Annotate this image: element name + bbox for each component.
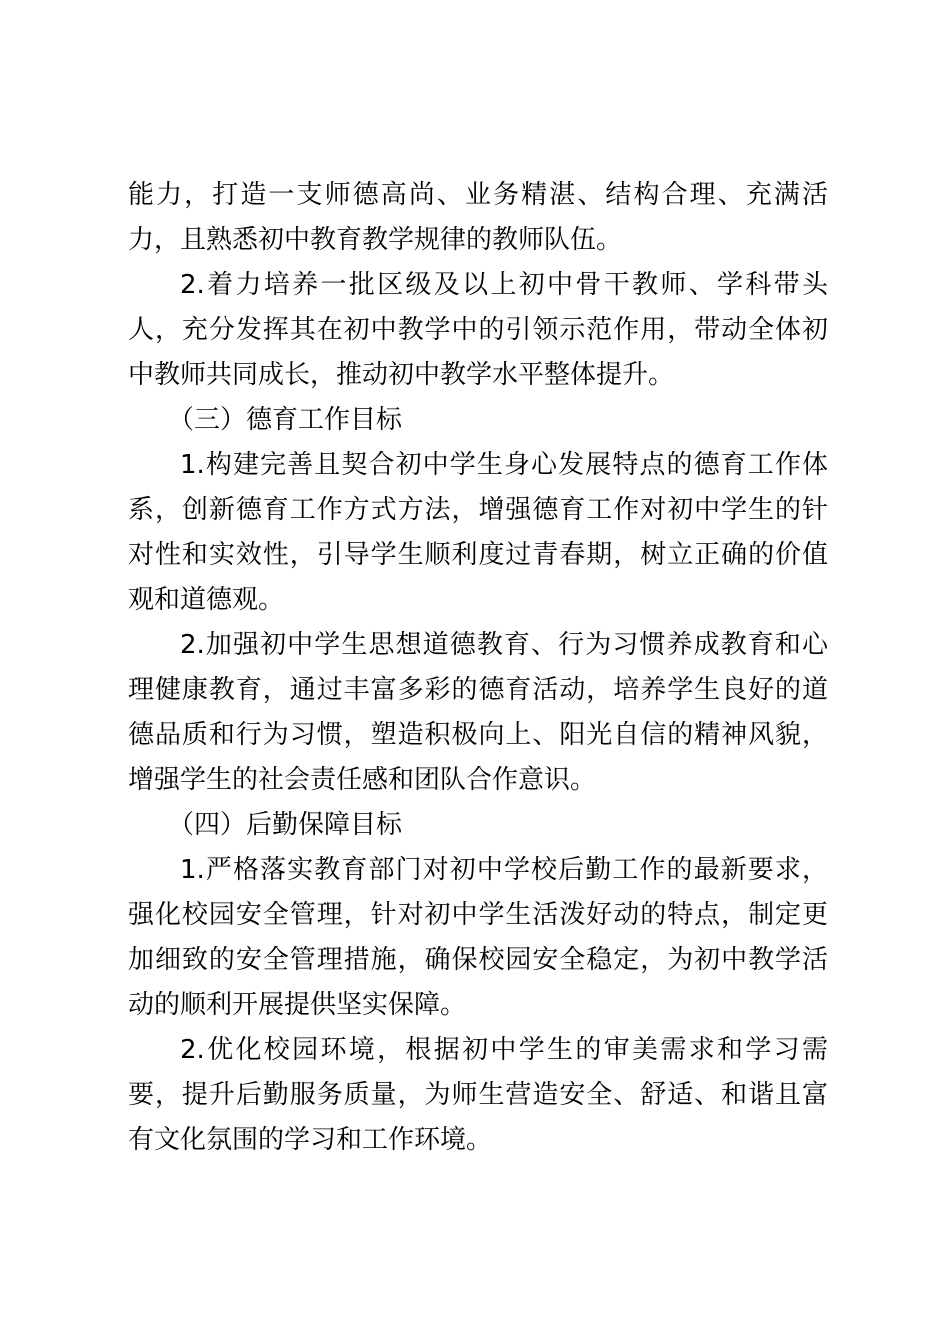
paragraph-moral-goal-1: 1.构建完善且契合初中学生身心发展特点的德育工作体系，创新德育工作方式方法，增强德育工作对初中学生的针对性和实效性，引导学生顺利度过青春期，树立正确的价值观和道德观。 [128, 450, 828, 615]
paragraph-logistics-goal-1: 1.严格落实教育部门对初中学校后勤工作的最新要求，强化校园安全管理，针对初中学生活泼好动的特点，制定更加细致的安全管理措施，确保校园安全稳定，为初中教学活动的顺利开展提供坚实保障。 [128, 855, 828, 1020]
section-heading-logistics: （四）后勤保障目标 [168, 810, 403, 840]
document-body [128, 173, 828, 1163]
paragraph-teacher-goal-2: 2.着力培养一批区级及以上初中骨干教师、学科带头人，充分发挥其在初中教学中的引领示范作用，带动全体初中教师共同成长，推动初中教学水平整体提升。 [128, 270, 828, 390]
paragraph-logistics-goal-2: 2.优化校园环境，根据初中学生的审美需求和学习需要，提升后勤服务质量，为师生营造安全、舒适、和谐且富有文化氛围的学习和工作环境。 [128, 1035, 828, 1155]
section-heading-moral-education: （三）德育工作目标 [168, 405, 403, 435]
paragraph-continuation: 能力，打造一支师德高尚、业务精湛、结构合理、充满活力，且熟悉初中教育教学规律的教师队伍。 [128, 180, 828, 255]
paragraph-moral-goal-2: 2.加强初中学生思想道德教育、行为习惯养成教育和心理健康教育，通过丰富多彩的德育活动，培养学生良好的道德品质和行为习惯，塑造积极向上、阳光自信的精神风貌，增强学生的社会责任感和团队合作意识。 [128, 630, 828, 795]
